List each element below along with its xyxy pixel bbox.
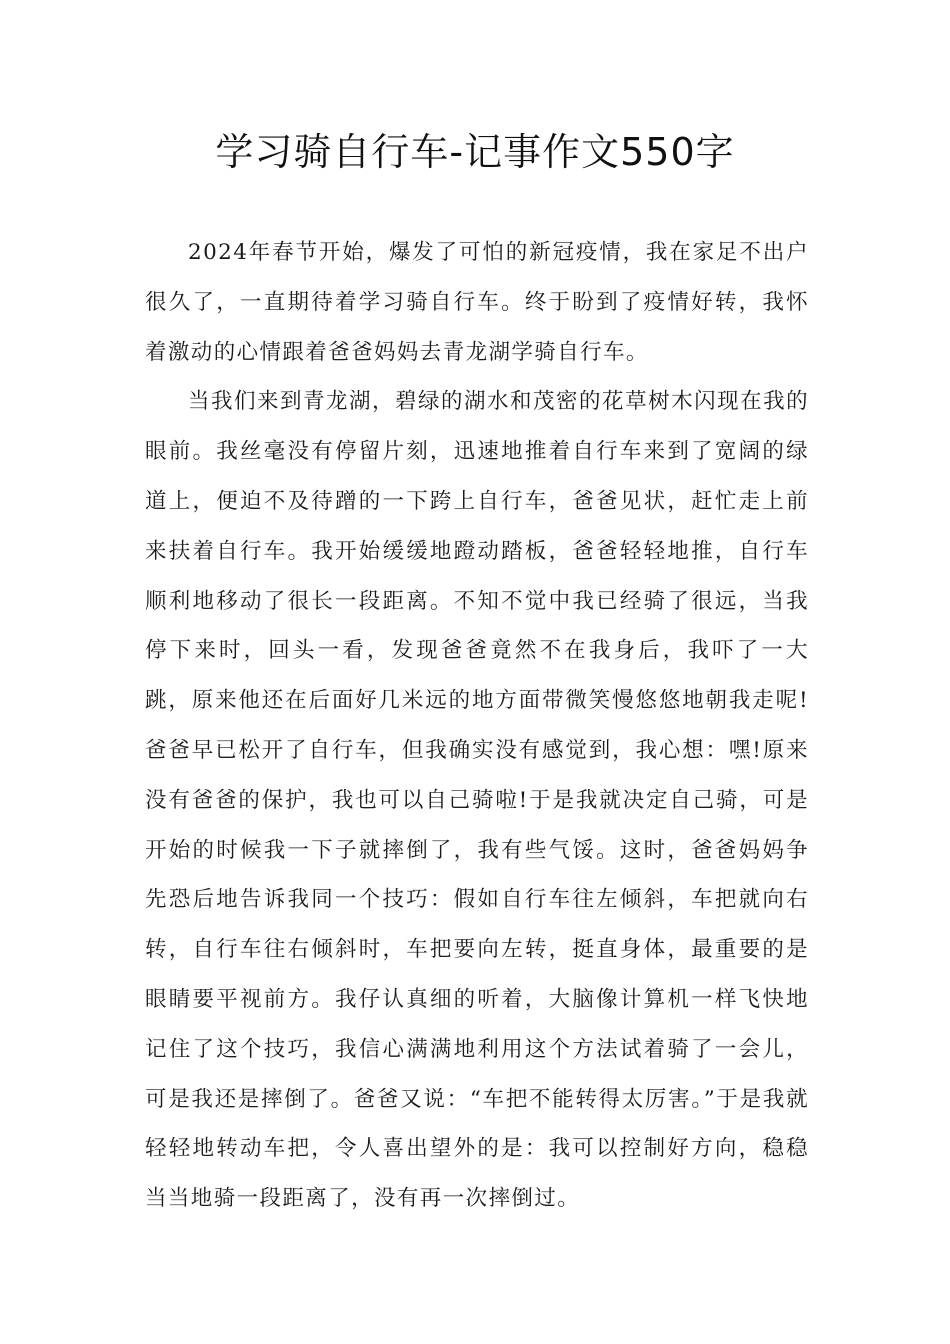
- page-title: 学习骑自行车-记事作文550字: [215, 130, 735, 174]
- article-body: [145, 228, 809, 1224]
- paragraph-2: 当我们来到青龙湖，碧绿的湖水和茂密的花草树木闪现在我的眼前。我丝毫没有停留片刻，迅速地推着自行车来到了宽阔的绿道上，便迫不及待蹭的一下跨上自行车，爸爸见状，赶忙走上前来扶着自行车。我开始缓缓地蹬动踏板，爸爸轻轻地推，自行车顺利地移动了很长一段距离。不知不觉中我已经骑了很远，当我停下来时，回头一看，发现爸爸竟然不在我身后，我吓了一大跳，原来他还在后面好几米远的地方面带微笑慢悠悠地朝我走呢!爸爸早已松开了自行车，但我确实没有感觉到，我心想：嘿!原来没有爸爸的保护，我也可以自己骑啦!于是我就决定自己骑，可是开始的时候我一下子就摔倒了，我有些气馁。这时，爸爸妈妈争先恐后地告诉我同一个技巧：假如自行车往左倾斜，车把就向右转，自行车往右倾斜时，车把要向左转，挺直身体，最重要的是眼睛要平视前方。我仔认真细的听着，大脑像计算机一样飞快地记住了这个技巧，我信心满满地利用这个方法试着骑了一会儿，可是我还是摔倒了。爸爸又说：“车把不能转得太厉害。”于是我就轻轻地转动车把，令人喜出望外的是：我可以控制好方向，稳稳当当地骑一段距离了，没有再一次摔倒过。: [145, 389, 809, 1212]
- paragraph-1: 2024年春节开始，爆发了可怕的新冠疫情，我在家足不出户很久了，一直期待着学习骑自行车。终于盼到了疫情好转，我怀着激动的心情跟着爸爸妈妈去青龙湖学骑自行车。: [145, 240, 809, 365]
